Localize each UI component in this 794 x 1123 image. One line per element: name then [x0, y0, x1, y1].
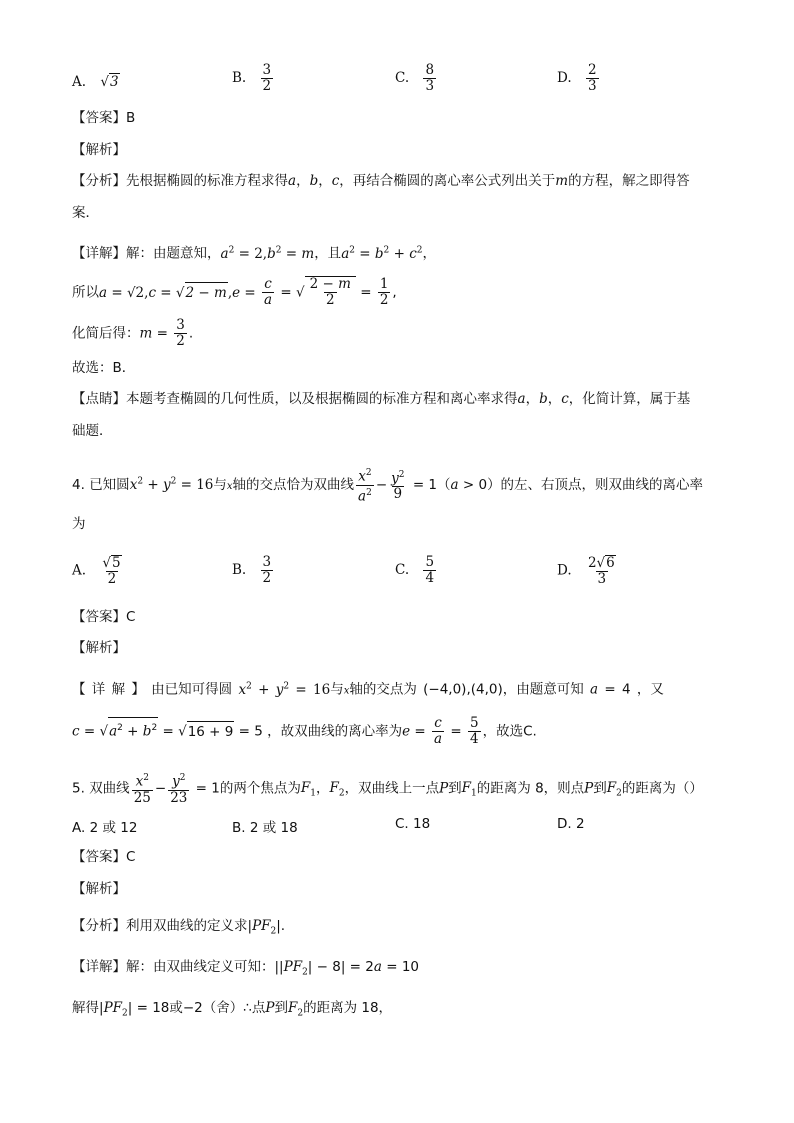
answer-value: C	[126, 849, 136, 865]
fraction: $\frac{y^2}{9}$	[391, 469, 405, 503]
numerator: 5	[425, 554, 435, 570]
numerator: 2	[587, 62, 597, 78]
q3-analysis-heading	[72, 140, 126, 160]
answer-value: C	[126, 609, 136, 625]
option-label: B.	[232, 820, 246, 836]
fraction: $\frac{c}{a}$	[434, 715, 443, 747]
fraction: $\frac{5}{4}$	[470, 715, 479, 747]
equation: $a^2 = 2,b^2 = m$	[220, 245, 315, 262]
text: 双曲线	[89, 780, 130, 797]
text: 的距离为 8，则点	[476, 780, 585, 797]
q5-solve-line: 解得$|PF_2| = 18$或−2（舍）∴点P到$F_2$的距离为 18，	[72, 1000, 393, 1019]
q4-option-b	[232, 555, 275, 586]
analysis-tag: 【解析】	[72, 640, 126, 656]
option-label: A.	[72, 820, 86, 836]
text: ，由题意可知	[502, 681, 584, 698]
option-label: D.	[557, 70, 572, 86]
option-label: C.	[395, 816, 409, 832]
option-text: 2	[575, 816, 585, 832]
q4-stem-line-1: 4. 已知圆$x^2 + y^2 = 16$与x轴的交点恰为双曲线 $\frac{x^2}{a^2}$ − $\frac{y^2}{9}$ = 1（a > 0）的左、右顶点，则双曲线的离心率	[72, 468, 704, 504]
text: ）的左、右顶点，则双曲线的离心率	[487, 477, 704, 493]
option-label: C.	[395, 70, 410, 86]
denominator: 4	[425, 570, 435, 586]
option-label: A.	[72, 74, 87, 90]
option-label: B.	[232, 562, 247, 578]
option-text: 2 或 18	[249, 820, 298, 836]
analysis-tag: 【解析】	[72, 142, 126, 158]
q3-option-a	[72, 73, 120, 90]
text: ，又	[636, 681, 664, 698]
denominator: 3	[587, 78, 597, 94]
option-label: D.	[557, 816, 572, 832]
fraction	[586, 63, 599, 94]
text: 为	[72, 516, 86, 532]
question-number: 5.	[72, 780, 85, 797]
text: 故选：B．	[72, 360, 136, 376]
text: 轴的交点恰为双曲线	[232, 477, 355, 493]
radicand: 3	[109, 74, 119, 90]
option-label: C.	[395, 562, 410, 578]
answer-tag: 【答案】	[72, 849, 126, 865]
fraction: $\frac{3}{2}$	[176, 317, 185, 349]
q5-option-d	[557, 816, 585, 832]
analysis-tag: 【解析】	[72, 881, 126, 897]
text: 利用双曲线的定义求	[126, 918, 248, 934]
q4-detail-line-1: 【 详 解 】 由已知可得圆 $x^2 + y^2 = 16$与x轴的交点为 (−4,0),(4,0)，由题意可知 a = 4 ，又	[72, 681, 664, 698]
fraction: $\frac{1}{2}$	[379, 276, 389, 308]
fraction: $\frac{√5}{2}$	[102, 555, 121, 587]
text: ，再结合椭圆的离心率公式列出关于	[339, 173, 556, 189]
denominator: 3	[425, 78, 435, 94]
q3-detail-line	[72, 240, 436, 264]
fraction	[423, 63, 436, 94]
fraction: $\frac{c}{a}$	[264, 276, 273, 308]
fenxi-tag: 【分析】	[72, 173, 126, 189]
text: 到	[274, 1000, 288, 1016]
q4-stem-line-2	[72, 514, 86, 534]
q3-answer-line	[72, 108, 135, 128]
denominator: 2	[262, 570, 272, 586]
question-number: 4.	[72, 477, 85, 493]
comment-tag: 【点睛】	[72, 391, 126, 407]
q5-option-c	[395, 816, 430, 832]
text: ，且	[314, 245, 342, 262]
q5-option-b	[232, 816, 298, 836]
text: 本题考查椭圆的几何性质，以及根据椭圆的标准方程和离心率求得	[126, 391, 518, 407]
text: 由已知可得圆	[151, 681, 233, 698]
text: ，	[422, 245, 436, 262]
q5-stem-line: 5. 双曲线 $\frac{x^2}{25}$ − $\frac{y^2}{23}$ = 1的两个焦点为$F_1$，$F_2$，双曲线上一点P到$F_1$的距离为 8，则点P到$F_2$的距离为（）	[72, 773, 703, 806]
text: 的距离为（）	[621, 780, 703, 797]
denominator: 3	[597, 571, 607, 587]
q4-option-d	[557, 555, 620, 587]
q4-answer-line	[72, 607, 135, 627]
answer-value: B	[126, 110, 136, 126]
text: ，化简计算，属于基	[568, 391, 691, 407]
fraction	[423, 555, 436, 586]
text: ，故双曲线的离心率为	[267, 723, 403, 740]
q4-analysis-heading	[72, 638, 126, 658]
q5-fenxi-line: 【分析】利用双曲线的定义求$|PF_2|$.	[72, 918, 286, 937]
coefficient: 2	[587, 555, 597, 571]
q4-detail-line-2: $c = √a^2 + b^2 = √16 + 9 = 5$ ，故双曲线的离心率为e = $\frac{c}{a}$ = $\frac{5}{4}$ ，故选C.	[72, 715, 537, 747]
option-text: 18	[413, 816, 431, 832]
text: 先根据椭圆的标准方程求得	[126, 173, 288, 189]
q3-choose-line	[72, 358, 135, 378]
numerator: 3	[262, 554, 272, 570]
denominator: 2	[262, 78, 272, 94]
q3-option-b	[232, 63, 275, 94]
sqrt-expression: √3	[100, 74, 119, 90]
detail-tag: 【详解】	[72, 245, 126, 262]
answer-tag: 【答案】	[72, 609, 126, 625]
text: 与	[213, 477, 227, 493]
fenxi-tag: 【分析】	[72, 918, 126, 934]
radicand: 6	[606, 555, 615, 571]
q3-simplify-line: 化简后得：m = $\frac{3}{2}$ .	[72, 317, 194, 349]
option-label: A.	[72, 562, 87, 579]
text: 解：由双曲线定义可知：	[126, 959, 275, 975]
equation: $a^2 = b^2 + c^2$	[341, 245, 423, 262]
q3-fenxi-line-1: 【分析】先根据椭圆的标准方程求得a，b，c，再结合椭圆的离心率公式列出关于m的方程，解之即得答	[72, 173, 690, 189]
option-label: B.	[232, 70, 247, 86]
text: 化简后得：	[72, 325, 140, 342]
q3-option-d	[557, 63, 601, 94]
q3-option-c	[395, 63, 438, 94]
fraction	[261, 555, 274, 586]
q3-so-line: 所以a = √2,c = √2 − m,e = $\frac{c}{a}$ = √ $\frac{2 - m}{2}$ = $\frac{1}{2}$ ,	[72, 276, 397, 308]
equation: a = √2,c = √2 − m,e =	[99, 285, 260, 301]
text: 案．	[72, 205, 99, 221]
text: （舍）∴点	[202, 1000, 266, 1016]
q4-option-a	[72, 555, 126, 587]
numerator: 3	[262, 62, 272, 78]
q3-comment-line-1: 【点睛】本题考查椭圆的几何性质，以及根据椭圆的标准方程和离心率求得a，b，c，化简计算，属于基	[72, 391, 691, 407]
text: 轴的交点为	[349, 681, 417, 698]
text: 的两个焦点为	[219, 780, 301, 797]
fraction: $\frac{y^2}{23}$	[170, 773, 188, 806]
option-text: 2 或 12	[89, 820, 138, 836]
detail-tag: 【详解】	[72, 959, 126, 975]
q3-fenxi-line-2	[72, 203, 99, 223]
text: 到	[448, 780, 462, 797]
text: ，	[315, 780, 330, 797]
text: 与	[330, 681, 344, 698]
q3-comment-line-2	[72, 421, 113, 441]
q5-option-a	[72, 816, 137, 836]
detail-tag: 【 详 解 】	[72, 681, 145, 698]
fraction: $\frac{2√6}{3}$	[587, 555, 615, 587]
text: 解得	[72, 1000, 99, 1016]
text: ，故选C.	[482, 723, 537, 740]
fraction: $\frac{x^2}{25}$	[133, 773, 151, 806]
text: 到	[593, 780, 607, 797]
text: 础题．	[72, 423, 113, 439]
radicand: 5	[111, 555, 121, 571]
q5-detail-line: 【详解】解：由双曲线定义可知：$||PF_2| - 8| = 2a = 10$	[72, 959, 420, 978]
text: 已知圆	[89, 477, 130, 493]
fraction: $\frac{2 - m}{2}$	[309, 276, 351, 308]
text: 的距离为 18，	[303, 1000, 393, 1016]
fraction	[261, 63, 274, 94]
text: 的方程，解之即得答	[568, 173, 690, 189]
q5-answer-line	[72, 847, 135, 867]
text: 或	[169, 1000, 183, 1016]
fraction: $\frac{x^2}{a^2}$	[358, 468, 372, 504]
numerator: 8	[425, 62, 435, 78]
text: 解：由题意知，	[126, 245, 221, 262]
option-label: D.	[557, 562, 572, 579]
text: （	[437, 477, 451, 493]
q5-analysis-heading	[72, 879, 126, 899]
q4-option-c	[395, 555, 438, 586]
denominator: 2	[107, 571, 117, 587]
answer-tag: 【答案】	[72, 110, 126, 126]
text: ，双曲线上一点	[344, 780, 440, 797]
text: 所以	[72, 284, 99, 301]
